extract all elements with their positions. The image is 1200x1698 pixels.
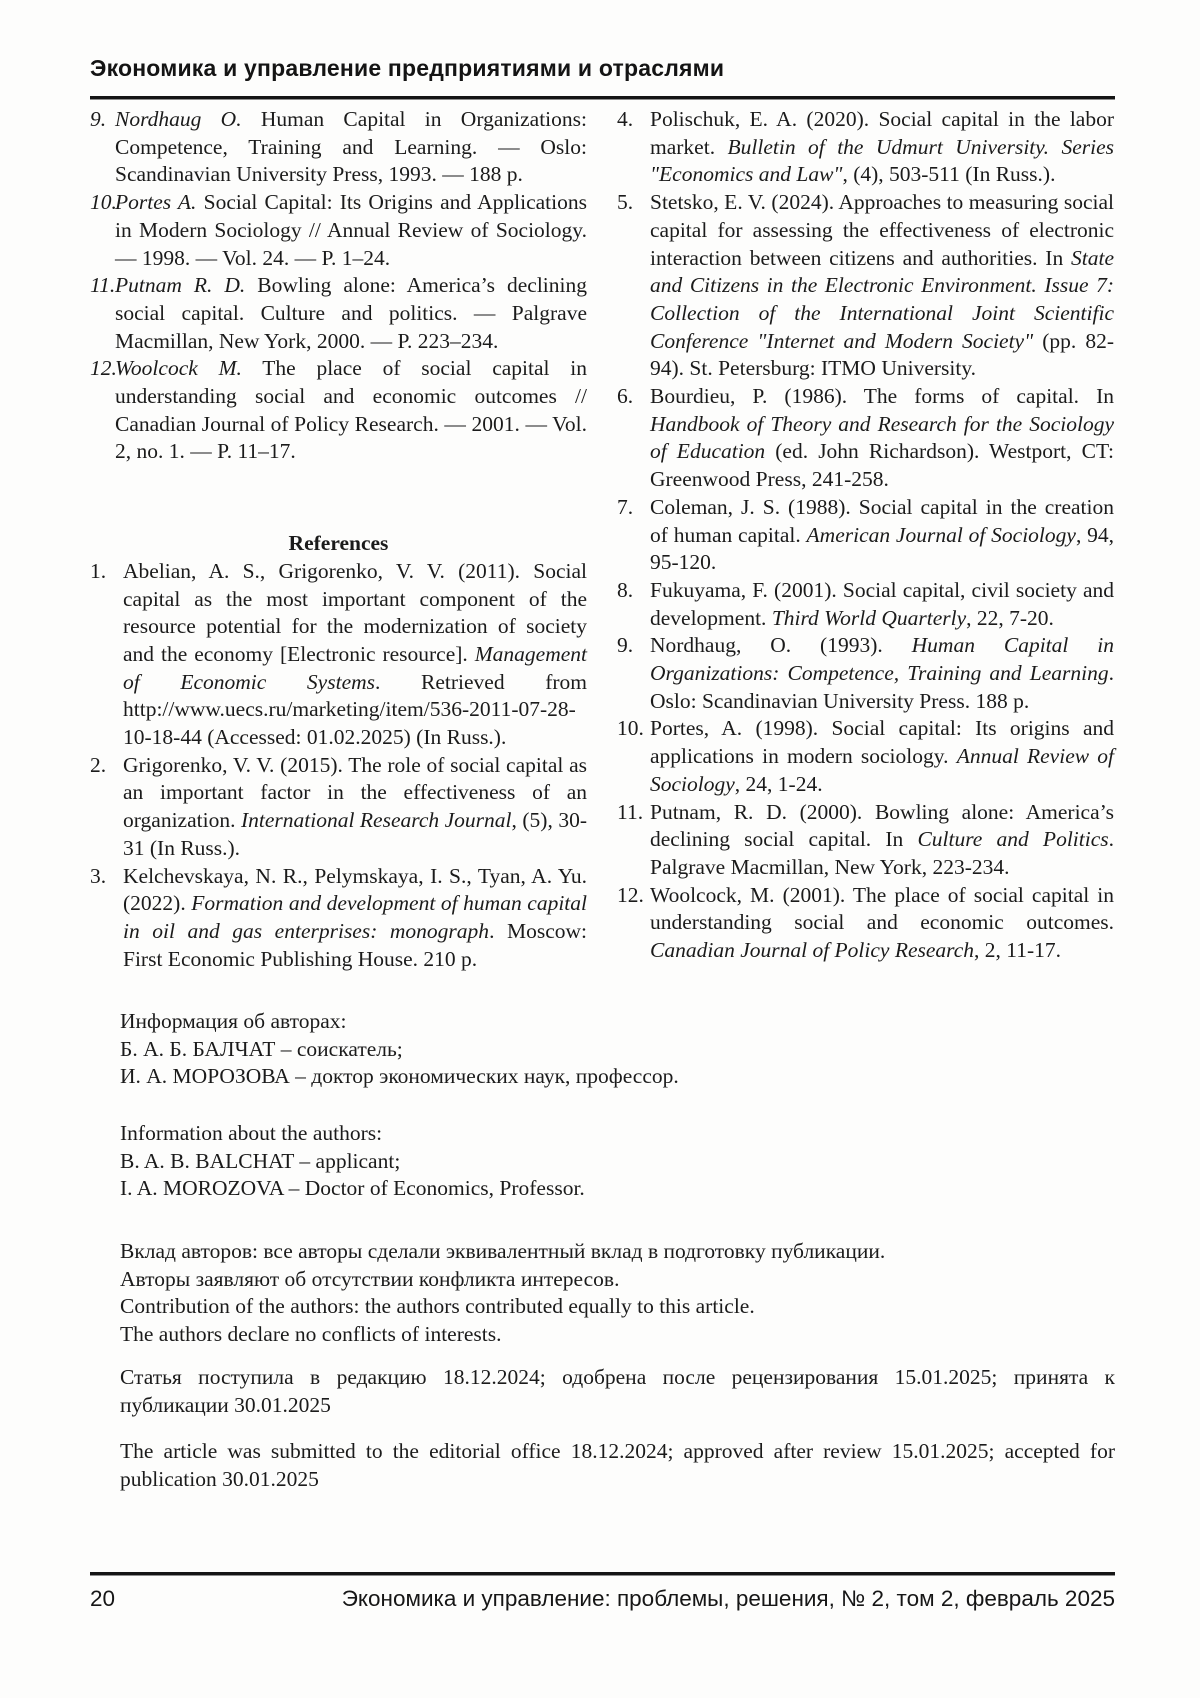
reference-text: Portes, A. (1998). Social capital: Its origins and applications in modern sociology. (650, 716, 1114, 769)
references-right-column (617, 106, 1114, 973)
reference-text: Coleman, J. S. (1988). Social capital in the creation of human capital. (650, 494, 1114, 547)
reference-number: 3. (90, 863, 107, 888)
reference-text: Nordhaug, O. (1993). (650, 633, 912, 658)
reference-text-italic: Formation and development of human capital in oil and gas enterprises: monograph (123, 891, 587, 943)
reference-number: 9. (617, 633, 634, 658)
references-list-left (90, 558, 587, 974)
reference-text: Abelian, A. S., Grigorenko, V. V. (2011). Social capital as the most important component of the resource potential for the modernization of society and the economy [Electronic resource]. (123, 558, 587, 666)
text-line: B. A. B. BALCHAT – applicant; (120, 1148, 401, 1173)
reference-text: Woolcock, M. (2001). The place of social capital in understanding social and economic outcomes. (650, 882, 1114, 935)
reference-text-italic: Bulletin of the Udmurt University. Series "Economics and Law" (650, 134, 1114, 187)
reference-text: (pp. 82-94). St. Petersburg: ITMO University. (650, 328, 1114, 381)
reference-item (90, 863, 587, 974)
references-heading: References (288, 531, 389, 556)
references-list-right (617, 106, 1114, 965)
reference-number: 7. (617, 494, 634, 519)
reference-item (90, 355, 587, 466)
authors-info-russian (120, 1008, 1115, 1091)
reference-text-italic: Putnam R. D. (115, 273, 246, 298)
reference-item (90, 189, 587, 272)
reference-number: 2. (90, 752, 107, 777)
journal-issue-line: Экономика и управление: проблемы, решения, № 2, том 2, февраль 2025 (341, 1586, 1115, 1611)
header-divider-line (90, 96, 1115, 100)
reference-number: 10. (617, 716, 644, 741)
reference-text: . Moscow: First Economic Publishing House. 210 p. (123, 918, 587, 971)
authors-info-english (120, 1120, 1115, 1203)
reference-text: Polischuk, E. A. (2020). Social capital in the labor market. (650, 107, 1114, 159)
reference-text-italic: Handbook of Theory and Research for the Sociology of Education (650, 411, 1114, 464)
reference-item (617, 715, 1114, 798)
reference-text: Fukuyama, F. (2001). Social capital, civil society and development. (650, 577, 1114, 630)
reference-number: 5. (617, 190, 634, 215)
reference-text: , 22, 7-20. (966, 605, 1054, 630)
authors-contribution-statement (120, 1238, 1115, 1349)
bibliography-gost-list (90, 106, 587, 466)
reference-item (90, 106, 587, 189)
reference-text-italic: Third World Quarterly (771, 605, 967, 630)
reference-text-italic: Nordhaug O. (115, 107, 242, 131)
reference-number: 1. (90, 558, 107, 583)
reference-item (90, 272, 587, 355)
page-number: 20 (90, 1586, 116, 1611)
page-footer (90, 1586, 1115, 1612)
reference-text: Putnam, R. D. (2000). Bowling alone: America’s declining social capital. In (650, 799, 1114, 852)
reference-item (617, 577, 1114, 632)
reference-text: Stetsko, E. V. (2024). Approaches to measuring social capital for assessing the effectiveness of electronic interaction between citizens and authorities. In (650, 190, 1114, 270)
reference-text: , (4), 503-511 (In Russ.). (842, 162, 1056, 187)
reference-number: 12. (90, 356, 117, 381)
text-line: The authors declare no conflicts of interests. (120, 1322, 502, 1347)
text-line: Б. А. Б. БАЛЧАТ – соискатель; (120, 1036, 403, 1061)
reference-text: Human Capital in Organizations: Competence, Training and Learning. — Oslo: Scandinavian University Press, 1993. — 188 p. (115, 107, 587, 187)
reference-text: , 24, 1-24. (734, 771, 823, 796)
reference-item (617, 632, 1114, 715)
reference-number: 11. (90, 273, 116, 298)
reference-text: , 2, 11-17. (974, 938, 1062, 963)
reference-number: 9. (90, 107, 107, 131)
section-header-title: Экономика и управление предприятиями и отраслями (90, 55, 725, 81)
reference-text-italic: Annual Review of Sociology (650, 744, 1114, 796)
reference-item (90, 558, 587, 752)
references-two-column-area (90, 106, 1115, 973)
reference-number: 6. (617, 384, 634, 409)
reference-text-italic: Culture and Politics (917, 827, 1109, 852)
reference-text: The place of social capital in understanding social and economic outcomes // Canadian Journal of Policy Research. — 2001. — Vol. 2, no. 1. — P. 11–17. (115, 356, 587, 464)
reference-item (90, 752, 587, 863)
reference-item (617, 882, 1114, 965)
reference-number: 10. (90, 190, 117, 215)
text-line: Contribution of the authors: the authors contributed equally to this article. (120, 1294, 755, 1319)
reference-item (617, 799, 1114, 882)
submission-dates-russian: Статья поступила в редакцию 18.12.2024; одобрена после рецензирования 15.01.2025; принята к публикации 30.01.2025 (120, 1365, 1115, 1417)
reference-item (617, 106, 1114, 189)
text-line: I. A. MOROZOVA – Doctor of Economics, Professor. (120, 1176, 585, 1201)
reference-text: Bourdieu, P. (1986). The forms of capital. In (650, 384, 1114, 409)
text-line: Вклад авторов: все авторы сделали эквивалентный вклад в подготовку публикации. (120, 1239, 886, 1263)
reference-number: 11. (617, 799, 644, 824)
reference-text: . Retrieved from http://www.uecs.ru/marketing/item/536-2011-07-28-10-18-44 (Accessed: 01.02.2025) (In Russ.). (123, 669, 588, 750)
reference-text-italic: State and Citizens in the Electronic Environment. Issue 7: Collection of the International Joint Scientific Conference "Internet and Modern Society" (650, 245, 1114, 353)
reference-text-italic: Canadian Journal of Policy Research (650, 938, 975, 963)
text-line: Информация об авторах: (120, 1009, 347, 1033)
reference-text-italic: Woolcock M. (115, 356, 242, 381)
reference-item (617, 189, 1114, 383)
reference-text-italic: Portes A. (115, 190, 197, 215)
reference-text: Grigorenko, V. V. (2015). The role of social capital as an important factor in the effectiveness of an organization. (123, 752, 587, 833)
reference-text-italic: American Journal of Sociology (806, 522, 1076, 547)
reference-text-italic: International Research Journal (240, 808, 512, 833)
text-line: Information about the authors: (120, 1121, 383, 1145)
references-left-column (90, 106, 587, 973)
reference-text: , 94, 95-120. (650, 522, 1114, 575)
reference-text: Social Capital: Its Origins and Applications in Modern Sociology // Annual Review of Sociology. — 1998. — Vol. 24. — P. 1–24. (115, 190, 587, 270)
reference-text-italic: Human Capital in Organizations: Competence, Training and Learning (650, 633, 1114, 686)
reference-text: . Palgrave Macmillan, New York, 223-234. (650, 827, 1114, 879)
reference-text-italic: Management of Economic Systems (123, 641, 587, 694)
reference-number: 4. (617, 107, 634, 131)
reference-number: 12. (617, 882, 644, 907)
reference-text: Bowling alone: America’s declining social capital. Culture and politics. — Palgrave Macmillan, New York, 2000. — P. 223–234. (115, 273, 587, 353)
reference-number: 8. (617, 577, 634, 602)
reference-text: , (5), 30-31 (In Russ.). (123, 808, 588, 860)
reference-item (617, 383, 1114, 494)
reference-text: Kelchevskaya, N. R., Pelymskaya, I. S., Tyan, A. Yu. (2022). (123, 863, 587, 916)
reference-item (617, 494, 1114, 577)
submission-dates-english: The article was submitted to the editorial office 18.12.2024; approved after review 15.01.2025; accepted for publication 30.01.2025 (120, 1439, 1115, 1491)
reference-text: . Oslo: Scandinavian University Press. 188 p. (650, 661, 1114, 713)
reference-text: (ed. John Richardson). Westport, CT: Greenwood Press, 241-258. (650, 439, 1114, 492)
footer-divider-line (90, 1572, 1115, 1576)
text-line: И. А. МОРОЗОВА – доктор экономических наук, профессор. (120, 1064, 679, 1089)
text-line: Авторы заявляют об отсутствии конфликта интересов. (120, 1266, 620, 1291)
